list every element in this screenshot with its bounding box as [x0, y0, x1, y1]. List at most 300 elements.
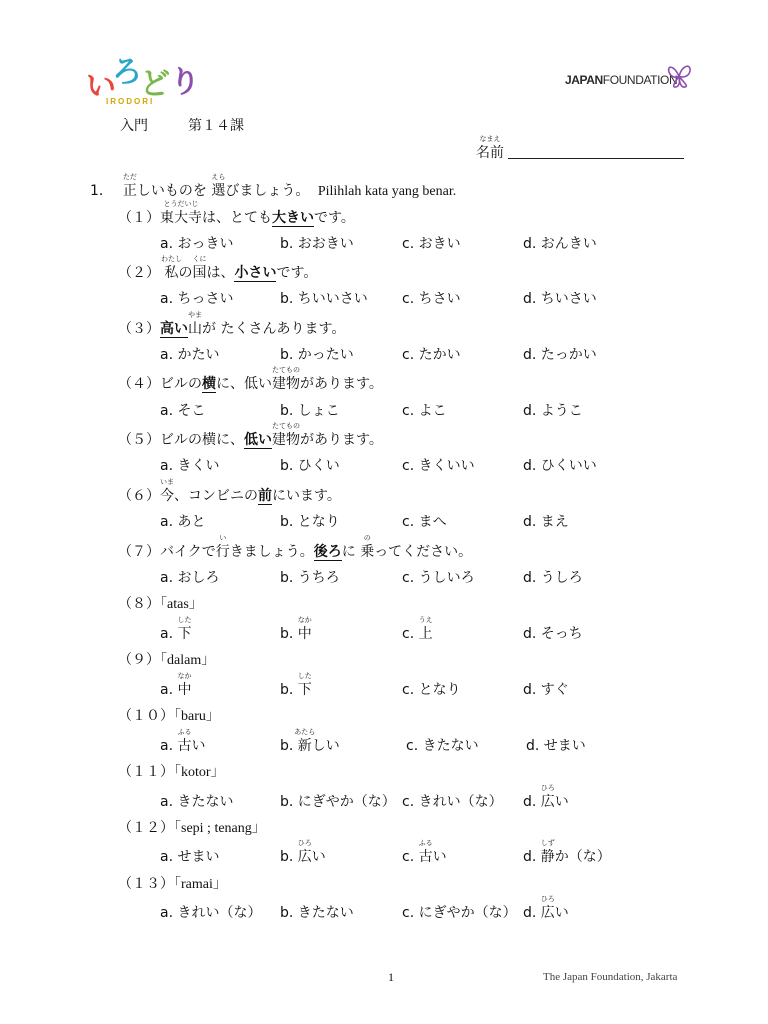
- option-letter: d.: [523, 905, 537, 921]
- question-stem: [118, 873, 227, 893]
- option-text: おおきい: [297, 236, 354, 252]
- ruby-text: あたら: [294, 728, 316, 736]
- option-text: きたない: [177, 794, 234, 810]
- kanji: 行: [215, 544, 230, 560]
- option-text: にぎやか（な）: [418, 905, 517, 921]
- option-suffix: い: [311, 849, 326, 865]
- option-d[interactable]: [523, 784, 569, 811]
- option-text: うちろ: [297, 570, 340, 586]
- option-letter: b.: [280, 347, 294, 363]
- ruby-text: なか: [177, 672, 192, 680]
- level-label: 入門: [120, 118, 148, 134]
- stem-text: の: [178, 265, 193, 281]
- option-letter: c.: [402, 905, 415, 921]
- option-d[interactable]: [523, 400, 583, 420]
- option-text: そこ: [177, 403, 206, 419]
- option-letter: c.: [402, 347, 415, 363]
- target-meaning: dalam: [167, 653, 202, 668]
- option-a[interactable]: [160, 344, 219, 364]
- option-letter: a.: [160, 682, 174, 698]
- target-word: 小さい: [234, 265, 277, 281]
- option-c[interactable]: [402, 288, 461, 308]
- option-text: まへ: [418, 514, 447, 530]
- option-text: きくい: [177, 458, 220, 474]
- question-stem: [118, 478, 341, 505]
- bracket: 」: [210, 764, 225, 780]
- option-letter: d.: [523, 626, 537, 642]
- option-letter: c.: [402, 291, 415, 307]
- option-letter: c.: [402, 626, 415, 642]
- stem-text: は、: [206, 265, 235, 281]
- ruby-word: [215, 534, 230, 561]
- option-c[interactable]: [402, 902, 517, 922]
- option-text: かたい: [177, 347, 220, 363]
- option-letter: c.: [402, 570, 415, 586]
- irodori-logo: [86, 52, 204, 112]
- option-text: ちいさい: [540, 291, 597, 307]
- option-letter: d.: [523, 514, 537, 530]
- stem-text: があります。: [300, 376, 383, 392]
- option-text: おしろ: [177, 570, 220, 586]
- question-stem: [118, 255, 318, 282]
- ruby-word: [540, 839, 555, 866]
- option-letter: b.: [280, 849, 294, 865]
- question-stem: [118, 705, 220, 725]
- question-stem: [118, 761, 225, 781]
- option-d[interactable]: [523, 567, 583, 587]
- ruby-word: [272, 366, 300, 393]
- ruby-text: ひろ: [297, 839, 312, 847]
- kanji: 乗: [360, 544, 375, 560]
- option-text: 古: [418, 849, 433, 865]
- option-letter: a.: [160, 570, 174, 586]
- target-meaning: atas: [167, 597, 189, 612]
- option-letter: d.: [523, 236, 537, 252]
- option-a[interactable]: [160, 455, 219, 475]
- option-suffix: い: [554, 905, 569, 921]
- option-d[interactable]: [523, 511, 569, 531]
- option-text: せまい: [177, 849, 220, 865]
- option-letter: d.: [523, 849, 537, 865]
- question-stem: [118, 534, 473, 561]
- option-d[interactable]: [523, 344, 597, 364]
- option-text: 下: [297, 682, 312, 698]
- option-d[interactable]: [523, 895, 569, 922]
- option-text: おっきい: [177, 236, 234, 252]
- option-text: たかい: [418, 347, 461, 363]
- ruby-text: たてもの: [272, 366, 300, 374]
- question-stem: [118, 311, 346, 338]
- target-word: 横: [202, 376, 216, 392]
- stem-text: ってください。: [374, 544, 473, 560]
- question-number: （４）: [118, 376, 160, 392]
- option-text: 静: [540, 849, 555, 865]
- option-letter: c.: [402, 794, 415, 810]
- option-letter: d.: [523, 570, 537, 586]
- option-text: 広: [297, 849, 312, 865]
- option-d[interactable]: [523, 455, 597, 475]
- ruby-text: やま: [188, 311, 202, 319]
- target-word: 大きい: [272, 210, 314, 226]
- question-stem: [118, 200, 355, 227]
- option-suffix: か（な）: [554, 849, 611, 865]
- question-number: （９）: [118, 652, 160, 668]
- option-text: たっかい: [540, 347, 597, 363]
- bracket: 」: [188, 596, 203, 612]
- option-c[interactable]: [402, 511, 447, 531]
- option-letter: c.: [402, 403, 415, 419]
- ruby-text: とうだいじ: [163, 200, 199, 208]
- option-c[interactable]: [402, 400, 447, 420]
- option-text: 広: [540, 905, 555, 921]
- ruby-text: ただ: [122, 173, 137, 181]
- stem-text: ビルの: [160, 376, 202, 392]
- target-meaning: ramai: [181, 877, 213, 892]
- ruby-text: した: [297, 672, 312, 680]
- kanji: 国: [192, 265, 207, 281]
- target-word: 低い: [244, 432, 272, 448]
- option-suffix: い: [554, 794, 569, 810]
- option-letter: a.: [160, 626, 174, 642]
- option-c[interactable]: [402, 344, 461, 364]
- option-text: きれい（な）: [177, 905, 262, 921]
- option-letter: c.: [406, 738, 419, 754]
- option-c[interactable]: [402, 791, 503, 811]
- option-b[interactable]: [280, 455, 340, 475]
- option-text: 下: [177, 626, 192, 642]
- option-letter: b.: [280, 403, 294, 419]
- option-text: せまい: [543, 738, 586, 754]
- stem-text: が たくさんあります。: [202, 321, 346, 337]
- option-c[interactable]: [402, 839, 447, 866]
- option-b[interactable]: [280, 288, 368, 308]
- option-b[interactable]: [280, 672, 312, 699]
- option-text: となり: [418, 682, 461, 698]
- stem-text: です。: [314, 210, 355, 226]
- option-letter: d.: [523, 291, 537, 307]
- ruby-word: [160, 255, 182, 282]
- question-number: （２）: [118, 265, 160, 281]
- question-number: （６）: [118, 488, 160, 504]
- option-letter: a.: [160, 347, 174, 363]
- option-letter: b.: [280, 570, 294, 586]
- kanji: 東大寺: [160, 210, 202, 226]
- option-b[interactable]: [280, 400, 340, 420]
- option-letter: d.: [523, 794, 537, 810]
- option-letter: c.: [402, 514, 415, 530]
- question-number: （１１）: [118, 764, 174, 780]
- option-text: おきい: [418, 236, 461, 252]
- option-a[interactable]: [160, 400, 205, 420]
- option-text: ちいいさい: [297, 291, 368, 307]
- option-text: うしいろ: [418, 570, 475, 586]
- ruby-word: [160, 478, 174, 505]
- footer-organization: The Japan Foundation, Jakarta: [543, 971, 678, 983]
- option-text: 中: [177, 682, 192, 698]
- option-b[interactable]: [280, 511, 340, 531]
- stem-text: です。: [276, 265, 318, 281]
- stem-text: は、とても: [202, 210, 272, 226]
- stem-text: に: [341, 544, 361, 560]
- option-letter: a.: [160, 738, 174, 754]
- bracket: 」: [212, 876, 227, 892]
- option-letter: d.: [523, 347, 537, 363]
- option-a[interactable]: [160, 791, 233, 811]
- question-stem: [118, 593, 203, 613]
- option-text: おんきい: [540, 236, 597, 252]
- option-letter: c.: [402, 458, 415, 474]
- bracket: 「: [174, 764, 181, 780]
- option-letter: c.: [402, 236, 415, 252]
- ruby-text: えら: [211, 173, 226, 181]
- stem-text: があります。: [300, 432, 383, 448]
- option-a[interactable]: [160, 288, 233, 308]
- question-number: （１０）: [118, 708, 174, 724]
- option-letter: b.: [280, 794, 294, 810]
- bracket: 「: [160, 652, 167, 668]
- target-meaning: baru: [181, 709, 206, 724]
- option-letter: a.: [160, 236, 174, 252]
- ruby-text: くに: [192, 255, 207, 263]
- ruby-text: たてもの: [272, 422, 300, 430]
- kanji: 建物: [272, 376, 300, 392]
- section-1-instruction: [90, 173, 457, 200]
- ruby-word: [272, 422, 300, 449]
- option-letter: b.: [280, 291, 294, 307]
- option-d[interactable]: [523, 679, 569, 699]
- bracket: 」: [201, 652, 216, 668]
- stem-text: バイクで: [160, 544, 216, 560]
- option-suffix: しい: [311, 738, 340, 754]
- kanji: 私: [164, 265, 179, 281]
- ruby-word: [294, 728, 316, 755]
- question-number: （８）: [118, 596, 160, 612]
- kanji: 山: [188, 321, 202, 337]
- ruby-text: ひろ: [540, 784, 555, 792]
- kanji: 正: [122, 183, 137, 199]
- lesson-label: 第１４課: [188, 118, 244, 134]
- option-text: ひくいい: [540, 458, 597, 474]
- option-text: きたない: [297, 905, 354, 921]
- option-text: かったい: [297, 347, 354, 363]
- question-stem: [118, 649, 215, 669]
- option-letter: b.: [280, 682, 294, 698]
- ruby-word: [177, 616, 192, 643]
- option-text: となり: [297, 514, 340, 530]
- option-c[interactable]: [402, 679, 461, 699]
- option-b[interactable]: [280, 728, 340, 755]
- ruby-text: ふる: [177, 728, 192, 736]
- option-text: きれい（な）: [418, 794, 503, 810]
- bracket: 」: [251, 820, 266, 836]
- ruby-word: [418, 616, 433, 643]
- option-text: まえ: [540, 514, 569, 530]
- bracket: 「: [174, 820, 181, 836]
- option-c[interactable]: [402, 233, 461, 253]
- ruby-text: した: [177, 616, 192, 624]
- section-number: 1．: [90, 183, 113, 199]
- ruby-tadashii: [122, 173, 137, 200]
- option-letter: a.: [160, 794, 174, 810]
- question-number: （５）: [118, 432, 160, 448]
- question-number: （３）: [118, 321, 160, 337]
- option-text: 広: [540, 794, 555, 810]
- option-c[interactable]: [402, 455, 475, 475]
- option-b[interactable]: [280, 791, 396, 811]
- option-a[interactable]: [160, 902, 261, 922]
- option-letter: a.: [160, 849, 174, 865]
- option-c[interactable]: [406, 735, 479, 755]
- target-meaning: kotor: [181, 765, 211, 780]
- option-text: 上: [418, 626, 433, 642]
- name-field[interactable]: [508, 144, 684, 159]
- ruby-text: いま: [160, 478, 174, 486]
- ruby-text: しず: [540, 839, 555, 847]
- option-letter: b.: [280, 514, 294, 530]
- instr-indonesian: Pilihlah kata yang benar.: [317, 184, 457, 199]
- ruby-text: うえ: [418, 616, 433, 624]
- question-stem: [118, 366, 383, 393]
- kanji: 選: [211, 183, 226, 199]
- logo-subtitle: IRODORI: [106, 97, 155, 106]
- ruby-text: ひろ: [540, 895, 555, 903]
- ruby-text: の: [363, 534, 371, 542]
- option-suffix: い: [432, 849, 447, 865]
- ruby-word: [297, 672, 312, 699]
- option-text: しょこ: [297, 403, 340, 419]
- page-number: 1: [388, 970, 394, 984]
- option-letter: c.: [402, 849, 415, 865]
- option-d[interactable]: [523, 233, 597, 253]
- option-letter: d.: [523, 682, 537, 698]
- ruby-erabi: [211, 173, 226, 200]
- ruby-text: ふる: [418, 839, 433, 847]
- option-b[interactable]: [280, 233, 354, 253]
- option-letter: a.: [160, 905, 174, 921]
- option-a[interactable]: [160, 728, 206, 755]
- ruby-word: [540, 784, 555, 811]
- option-text: よこ: [418, 403, 447, 419]
- name-label-text: 名前: [476, 145, 504, 161]
- butterfly-icon: [665, 60, 693, 90]
- target-word: 後ろ: [313, 544, 342, 560]
- option-d[interactable]: [526, 735, 586, 755]
- option-a[interactable]: [160, 567, 219, 587]
- option-letter: c.: [402, 682, 415, 698]
- option-b[interactable]: [280, 902, 354, 922]
- ruby-word: [192, 255, 207, 282]
- option-suffix: い: [191, 738, 206, 754]
- option-text: 新: [297, 738, 312, 754]
- option-letter: a.: [160, 291, 174, 307]
- option-a[interactable]: [160, 672, 192, 699]
- brand-wordmark: [565, 73, 677, 87]
- target-meaning: sepi ; tenang: [181, 821, 252, 836]
- question-number: （１）: [118, 210, 160, 226]
- option-a[interactable]: [160, 846, 219, 866]
- option-text: ちっさい: [177, 291, 234, 307]
- option-letter: b.: [280, 905, 294, 921]
- option-text: 古: [177, 738, 192, 754]
- kanji: 今: [160, 488, 174, 504]
- question-number: （７）: [118, 544, 160, 560]
- option-letter: d.: [523, 458, 537, 474]
- ruby-word: [418, 839, 433, 866]
- option-d[interactable]: [523, 623, 583, 643]
- ruby-word: [297, 616, 312, 643]
- option-text: 中: [297, 626, 312, 642]
- option-letter: b.: [280, 738, 294, 754]
- stem-text: に、低い: [216, 376, 272, 392]
- question-number: （１２）: [118, 820, 174, 836]
- question-stem: [118, 817, 266, 837]
- instr-text: しいものを: [136, 183, 207, 199]
- logo-char-do: ど: [140, 67, 170, 102]
- option-letter: d.: [523, 403, 537, 419]
- question-stem: [118, 422, 383, 449]
- logo-char-ro: ろ: [112, 55, 142, 90]
- bracket: 「: [160, 596, 167, 612]
- option-text: ようこ: [540, 403, 583, 419]
- name-label: [476, 135, 504, 162]
- stem-text: ビルの横に、: [160, 432, 244, 448]
- option-a[interactable]: [160, 233, 233, 253]
- option-b[interactable]: [280, 567, 340, 587]
- ruby-word: [177, 728, 192, 755]
- option-text: ひくい: [297, 458, 340, 474]
- ruby-text: なか: [297, 616, 312, 624]
- option-d[interactable]: [523, 839, 611, 866]
- option-letter: d.: [526, 738, 540, 754]
- option-c[interactable]: [402, 567, 475, 587]
- option-b[interactable]: [280, 839, 326, 866]
- option-text: すぐ: [540, 682, 569, 698]
- option-text: うしろ: [540, 570, 583, 586]
- ruby-word: [188, 311, 202, 338]
- stem-text: きましょう。: [229, 544, 314, 560]
- logo-char-ri: り: [170, 65, 200, 100]
- stem-text: にいます。: [272, 488, 341, 504]
- option-b[interactable]: [280, 616, 312, 643]
- option-letter: b.: [280, 236, 294, 252]
- option-text: そっち: [540, 626, 583, 642]
- ruby-word: [160, 200, 202, 227]
- ruby-word: [540, 895, 555, 922]
- kanji: 建物: [272, 432, 300, 448]
- option-text: にぎやか（な）: [297, 794, 396, 810]
- stem-text: 、コンビニの: [174, 488, 258, 504]
- ruby-word: [177, 672, 192, 699]
- option-text: きたない: [422, 738, 479, 754]
- option-b[interactable]: [280, 344, 354, 364]
- option-a[interactable]: [160, 511, 205, 531]
- instr-text: びましょう。: [225, 183, 310, 199]
- option-d[interactable]: [523, 288, 597, 308]
- japan-foundation-logo: [565, 60, 695, 94]
- option-text: あと: [177, 514, 206, 530]
- brand-part2: FOUNDATION: [602, 73, 678, 87]
- option-c[interactable]: [402, 616, 433, 643]
- option-letter: a.: [160, 514, 174, 530]
- option-text: ちさい: [418, 291, 461, 307]
- ruby-text: わたし: [160, 255, 182, 263]
- bracket: 「: [174, 876, 181, 892]
- question-number: （１３）: [118, 876, 174, 892]
- name-ruby: なまえ: [479, 135, 501, 143]
- option-letter: a.: [160, 458, 174, 474]
- target-word: 高い: [160, 321, 188, 337]
- option-a[interactable]: [160, 616, 192, 643]
